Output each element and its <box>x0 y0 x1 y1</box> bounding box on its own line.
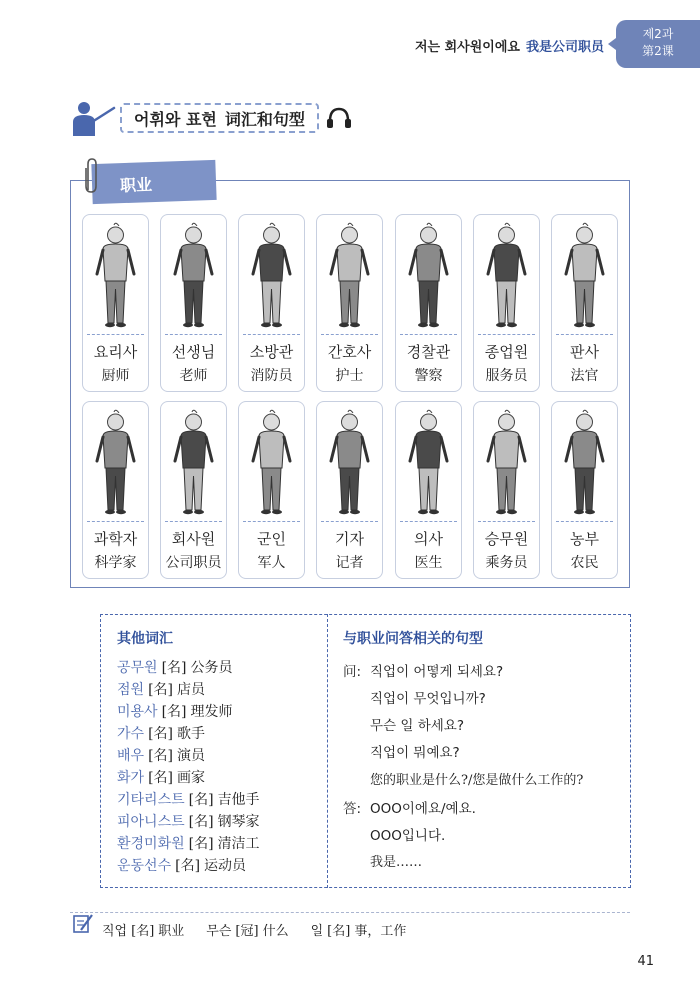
job-name-kr: 군인 <box>257 530 286 548</box>
question-1: 직업이 어떻게 되세요? <box>370 664 504 680</box>
job-card <box>395 214 462 392</box>
nurse-icon <box>317 219 382 331</box>
job-name-cn: 记者 <box>335 555 364 571</box>
word-pos: [名] <box>188 836 214 852</box>
footnote-entry <box>206 924 288 939</box>
job-card <box>395 401 462 579</box>
pencil-note-icon <box>72 912 94 934</box>
question-4: 직업이 뭐예요? <box>370 745 460 761</box>
job-card <box>238 214 305 392</box>
paperclip-icon <box>82 156 100 196</box>
job-card <box>473 401 540 579</box>
other-words-title: 其他词汇 <box>117 631 173 647</box>
word-cn: 歌手 <box>177 726 205 742</box>
job-name-cn: 法官 <box>570 368 599 384</box>
card-divider <box>87 521 144 522</box>
word-kr: 점원 <box>117 682 145 698</box>
word-pos: [名] <box>188 792 214 808</box>
card-divider <box>165 521 222 522</box>
word-kr: 기타리스트 <box>117 792 185 808</box>
word-cn: 演员 <box>177 748 205 764</box>
job-name-cn: 公司职员 <box>165 555 222 571</box>
job-name-cn: 科学家 <box>94 555 137 571</box>
word-entry <box>117 811 260 833</box>
job-name-cn: 农民 <box>570 555 599 571</box>
job-name-kr: 종업원 <box>484 343 529 361</box>
section-title-pill <box>120 103 319 133</box>
job-card <box>82 401 149 579</box>
word-pos: [名] <box>161 660 187 676</box>
answer-2: OOO입니다. <box>370 828 446 844</box>
chef-icon <box>83 219 148 331</box>
question-label: 问: <box>343 664 362 680</box>
section-title-cn: 词汇和句型 <box>224 109 305 129</box>
word-entry <box>117 657 260 679</box>
card-divider <box>243 521 300 522</box>
footnote-cn: 什么 <box>262 924 289 939</box>
headphones-icon <box>325 104 353 132</box>
lesson-tab-kr: 제2과 <box>642 27 674 41</box>
tab-pointer <box>608 38 616 50</box>
lesson-title-cn: 我是公司职员 <box>525 40 604 55</box>
lesson-title-kr: 저는 회사원이에요 <box>414 40 520 55</box>
word-entry <box>117 767 260 789</box>
lesson-title <box>415 36 604 55</box>
word-pos: [名] <box>161 704 187 720</box>
footnote-pos: [冠] <box>235 924 259 939</box>
job-name-kr: 요리사 <box>93 343 138 361</box>
firefighter-icon <box>239 219 304 331</box>
job-name-kr: 회사원 <box>171 530 216 548</box>
lesson-tab-cn: 第2课 <box>642 44 674 58</box>
footnote-pos: [名] <box>327 924 351 939</box>
footnote <box>102 920 428 939</box>
job-name-kr: 소방관 <box>249 343 294 361</box>
job-name-kr: 의사 <box>414 530 443 548</box>
teacher-pointing-icon <box>70 100 116 136</box>
question-translation: 您的职业是什么?/您是做什么工作的? <box>370 773 584 788</box>
waiter-icon <box>474 219 539 331</box>
sentences-title: 与职业问答相关的句型 <box>343 631 483 647</box>
word-cn: 店员 <box>177 682 205 698</box>
job-card <box>551 214 618 392</box>
card-divider <box>321 334 378 335</box>
card-divider <box>87 334 144 335</box>
word-entry <box>117 789 260 811</box>
job-card <box>160 214 227 392</box>
footnote-kr: 직업 <box>102 924 128 939</box>
word-kr: 화가 <box>117 770 145 786</box>
doctor-icon <box>396 406 461 518</box>
card-divider <box>556 334 613 335</box>
word-entry <box>117 833 260 855</box>
footnote-pos: [名] <box>131 924 155 939</box>
footnote-kr: 일 <box>310 924 324 939</box>
column-divider <box>327 614 328 888</box>
card-divider <box>165 334 222 335</box>
job-name-kr: 기자 <box>335 530 364 548</box>
word-cn: 钢琴家 <box>217 814 260 830</box>
answer-translation: 我是…… <box>370 855 423 870</box>
card-divider <box>400 521 457 522</box>
footnote-cn: 职业 <box>158 924 185 939</box>
word-kr: 운동선수 <box>117 858 172 874</box>
footnote-entry <box>311 924 407 939</box>
question-2: 직업이 무엇입니까? <box>370 691 486 707</box>
job-name-cn: 警察 <box>414 368 443 384</box>
footnote-kr: 무슨 <box>206 924 232 939</box>
word-cn: 公务员 <box>190 660 233 676</box>
teacher-icon <box>161 219 226 331</box>
job-name-kr: 경찰관 <box>406 343 451 361</box>
footnote-cn: 事，工作 <box>354 924 407 939</box>
word-pos: [名] <box>148 682 173 698</box>
job-card <box>238 401 305 579</box>
answer-1: OOO이에요/예요. <box>370 801 476 817</box>
word-pos: [名] <box>148 770 173 786</box>
job-name-kr: 선생님 <box>171 343 216 361</box>
job-card <box>316 401 383 579</box>
question-3: 무슨 일 하세요? <box>370 718 464 734</box>
lesson-tab <box>616 20 700 68</box>
police-icon <box>396 219 461 331</box>
card-divider <box>556 521 613 522</box>
word-cn: 理发师 <box>190 704 233 720</box>
word-kr: 공무원 <box>117 660 158 676</box>
job-name-cn: 护士 <box>335 368 364 384</box>
word-entry <box>117 679 260 701</box>
section-title-kr: 어휘와 표현 <box>134 109 217 129</box>
office-worker-icon <box>161 406 226 518</box>
word-entry <box>117 723 260 745</box>
job-name-kr: 농부 <box>570 530 599 548</box>
word-kr: 배우 <box>117 748 145 764</box>
job-card <box>160 401 227 579</box>
job-name-cn: 老师 <box>179 368 208 384</box>
job-name-cn: 消防员 <box>250 368 293 384</box>
section-title <box>70 100 353 136</box>
scientist-icon <box>83 406 148 518</box>
footer-divider <box>70 912 630 913</box>
word-pos: [名] <box>148 748 173 764</box>
job-card <box>551 401 618 579</box>
job-name-cn: 军人 <box>257 555 286 571</box>
job-name-cn: 医生 <box>414 555 443 571</box>
job-name-kr: 간호사 <box>327 343 372 361</box>
reporter-icon <box>317 406 382 518</box>
job-card <box>473 214 540 392</box>
job-name-cn: 乘务员 <box>485 555 528 571</box>
job-name-kr: 과학자 <box>93 530 138 548</box>
page-number: 41 <box>637 954 654 969</box>
word-kr: 환경미화원 <box>117 836 185 852</box>
footnote-entry <box>102 924 184 939</box>
job-card <box>316 214 383 392</box>
soldier-icon <box>239 406 304 518</box>
word-entry <box>117 855 260 877</box>
word-cn: 清洁工 <box>217 836 260 852</box>
word-cn: 画家 <box>177 770 205 786</box>
category-ribbon: 职业 <box>91 160 216 204</box>
word-kr: 피아니스트 <box>117 814 185 830</box>
word-cn: 吉他手 <box>217 792 260 808</box>
word-entry <box>117 745 260 767</box>
job-name-kr: 판사 <box>570 343 599 361</box>
word-kr: 가수 <box>117 726 145 742</box>
card-divider <box>400 334 457 335</box>
word-pos: [名] <box>148 726 173 742</box>
other-words-list <box>117 657 260 877</box>
flight-attendant-icon <box>474 406 539 518</box>
job-card <box>82 214 149 392</box>
farmer-icon <box>552 406 617 518</box>
card-divider <box>243 334 300 335</box>
word-cn: 运动员 <box>204 858 247 874</box>
answer-label: 答: <box>343 801 362 817</box>
card-divider <box>478 521 535 522</box>
job-name-cn: 厨师 <box>101 368 130 384</box>
word-pos: [名] <box>188 814 214 830</box>
card-divider <box>321 521 378 522</box>
card-divider <box>478 334 535 335</box>
job-name-cn: 服务员 <box>485 368 528 384</box>
word-entry <box>117 701 260 723</box>
word-kr: 미용사 <box>117 704 158 720</box>
job-name-kr: 승무원 <box>484 530 529 548</box>
judge-icon <box>552 219 617 331</box>
word-pos: [名] <box>175 858 201 874</box>
